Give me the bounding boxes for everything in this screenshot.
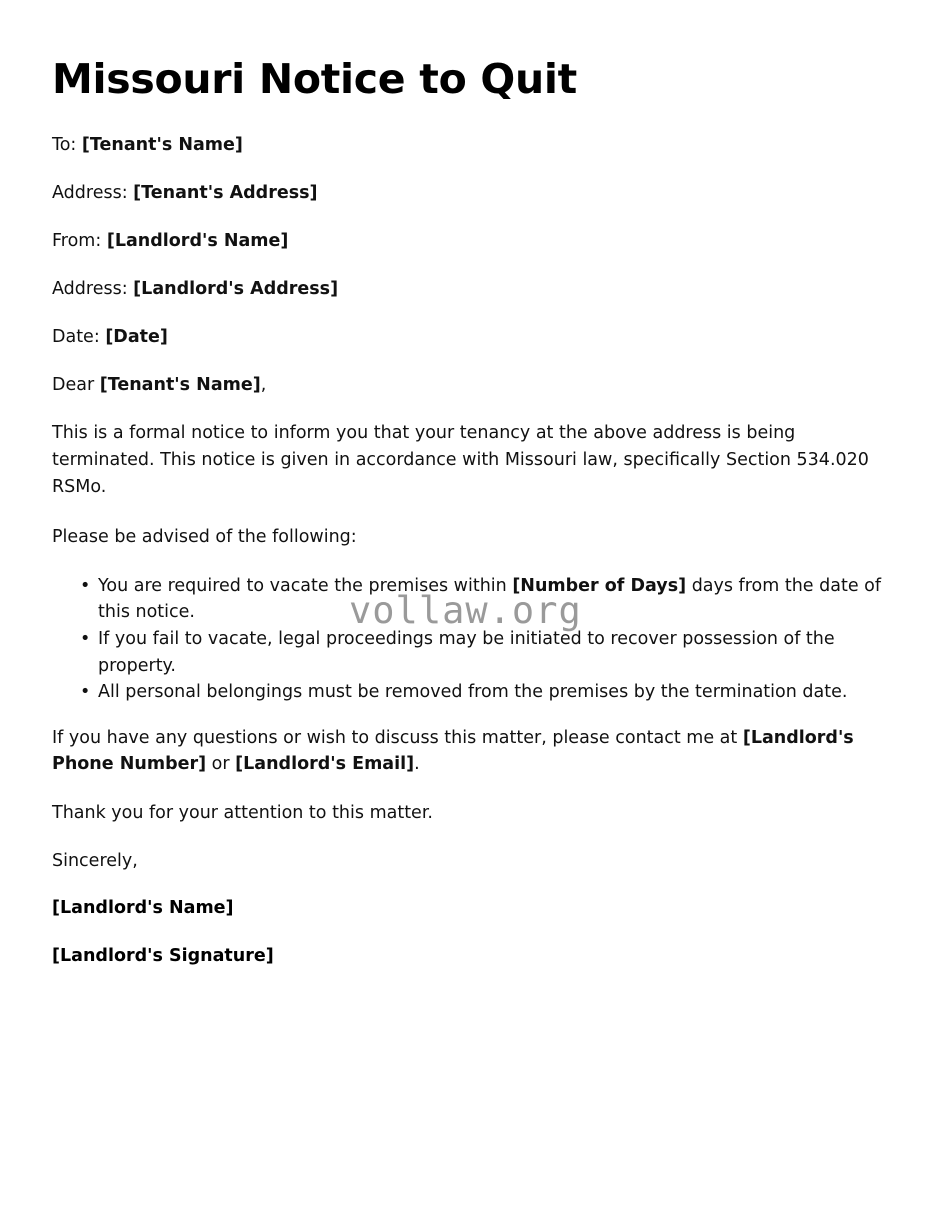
- salutation-prefix: Dear: [52, 374, 100, 395]
- contact-phone-placeholder: [Landlord's Phone Number]: [52, 727, 854, 775]
- field-landlord-address-label: Address:: [52, 278, 128, 299]
- field-date-label: Date:: [52, 326, 100, 347]
- salutation-suffix: ,: [260, 374, 267, 395]
- field-to: [52, 133, 893, 158]
- contact-text-before: If you have any questions or wish to discuss this matter, please contact me at: [52, 727, 743, 748]
- bullet-text-after: days from the date of this notice.: [98, 575, 882, 623]
- field-landlord-address: [52, 277, 893, 302]
- bullet-text-before: You are required to vacate the premises within: [98, 575, 513, 596]
- landlord-signature: [Landlord's Signature]: [52, 946, 274, 967]
- field-from-value: [Landlord's Name]: [106, 230, 289, 251]
- page-title: Missouri Notice to Quit: [52, 55, 577, 103]
- field-to-value: [Tenant's Name]: [81, 135, 243, 156]
- intro-paragraph: This is a formal notice to inform you that your tenancy at the above address is being terminated. This notice is given in accordance with Missouri law, specifically Section 534.020 RSMo.: [52, 423, 869, 497]
- landlord-name: [Landlord's Name]: [52, 898, 234, 919]
- advisory-lead: Please be advised of the following:: [52, 527, 357, 548]
- field-date-value: [Date]: [105, 326, 168, 347]
- salutation-placeholder: [Tenant's Name]: [99, 374, 261, 395]
- contact-paragraph: [52, 725, 893, 778]
- field-landlord-address-value: [Landlord's Address]: [133, 278, 339, 299]
- field-tenant-address: [52, 181, 893, 206]
- list-item: [98, 679, 893, 706]
- field-date: [52, 325, 893, 350]
- field-from: [52, 229, 893, 254]
- list-item: [98, 626, 893, 679]
- salutation: [52, 373, 893, 398]
- bullet-placeholder: [Number of Days]: [512, 575, 687, 596]
- thanks-paragraph: Thank you for your attention to this matter.: [52, 802, 433, 823]
- field-tenant-address-label: Address:: [52, 183, 128, 204]
- contact-text-after: .: [414, 754, 420, 775]
- list-item: [98, 573, 893, 626]
- field-to-label: To:: [52, 135, 77, 156]
- field-from-label: From:: [52, 230, 102, 251]
- sign-off: Sincerely,: [52, 850, 138, 871]
- field-tenant-address-value: [Tenant's Address]: [133, 183, 318, 204]
- bullet-text-before: All personal belongings must be removed from the premises by the termination date.: [98, 682, 848, 703]
- document-body: [52, 56, 893, 992]
- advisory-list: [52, 573, 893, 706]
- watermark: vollaw.org: [349, 589, 582, 632]
- bullet-text-before: If you fail to vacate, legal proceedings may be initiated to recover possession of the property.: [98, 628, 835, 676]
- contact-email-placeholder: [Landlord's Email]: [235, 754, 415, 775]
- contact-text-middle: or: [206, 754, 236, 775]
